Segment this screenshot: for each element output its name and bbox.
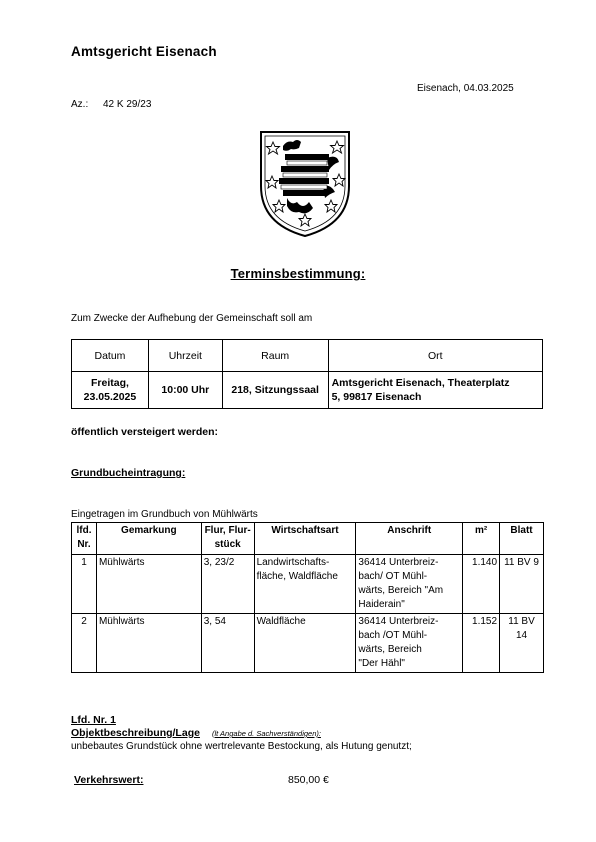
termin-ort-line2: 5, 99817 Eisenach <box>331 391 422 403</box>
column-header-raum: Raum <box>222 340 328 372</box>
row-anschrift <box>356 614 463 673</box>
row-wirtschaftsart-line1: Waldfläche <box>256 616 306 627</box>
verkehrswert-label: Verkehrswert: <box>74 774 144 786</box>
column-header-lfd-line2: Nr. <box>77 539 91 550</box>
termin-uhrzeit: 10:00 Uhr <box>148 372 222 409</box>
termin-ort-line1: Amtsgericht Eisenach, Theaterplatz <box>331 377 510 389</box>
row-flur: 3, 23/2 <box>201 555 254 614</box>
column-header-flur-line1: Flur, Flur- <box>204 525 251 536</box>
column-header-uhrzeit: Uhrzeit <box>148 340 222 372</box>
row-flur: 3, 54 <box>201 614 254 673</box>
column-header-anschrift: Anschrift <box>356 523 463 555</box>
row-m2: 1.152 <box>463 614 500 673</box>
grundbuch-intro: Eingetragen im Grundbuch von Mühlwärts <box>71 509 258 520</box>
row-anschrift <box>356 555 463 614</box>
objekt-label: Objektbeschreibung/Lage <box>71 727 200 739</box>
place-date: Eisenach, 04.03.2025 <box>417 83 514 94</box>
table-header-row <box>72 523 544 555</box>
row-wirtschaftsart <box>254 614 356 673</box>
row-lfd: 2 <box>72 614 97 673</box>
row-gemarkung: Mühlwärts <box>96 614 201 673</box>
row-blatt-line1: 11 BV 9 <box>504 557 539 568</box>
termin-raum: 218, Sitzungssaal <box>222 372 328 409</box>
row-anschrift-line3: wärts, Bereich <box>358 644 422 655</box>
row-anschrift-line1: 36414 Unterbreiz- <box>358 557 439 568</box>
az-value: 42 K 29/23 <box>103 99 152 110</box>
termin-datum-date: 23.05.2025 <box>83 391 137 403</box>
objekt-note: (lt Angabe d. Sachverständigen): <box>212 729 321 738</box>
column-header-lfd <box>72 523 97 555</box>
column-header-flur-line2: stück <box>214 539 241 550</box>
row-blatt-line1: 11 BV <box>508 616 535 627</box>
column-header-ort: Ort <box>328 340 542 372</box>
row-gemarkung: Mühlwärts <box>96 555 201 614</box>
table-row <box>72 372 543 409</box>
coat-of-arms-icon <box>257 128 353 240</box>
column-header-blatt: Blatt <box>500 523 544 555</box>
row-anschrift-line4: Haiderain" <box>358 599 405 610</box>
table-row <box>72 614 544 673</box>
column-header-m2: m² <box>463 523 500 555</box>
intro-text: Zum Zwecke der Aufhebung der Gemeinschaft soll am <box>71 313 313 324</box>
grundbuch-table <box>71 522 544 673</box>
row-anschrift-line3: wärts, Bereich "Am <box>358 585 444 596</box>
row-wirtschaftsart-line1: Landwirtschafts- <box>256 557 330 568</box>
termin-datum-weekday: Freitag, <box>90 377 129 389</box>
termin-ort <box>328 372 542 409</box>
verkehrswert-value: 850,00 € <box>288 774 329 786</box>
row-anschrift-line2: bach/ OT Mühl- <box>358 571 428 582</box>
objekt-text: unbebautes Grundstück ohne wertrelevante Bestockung, als Hutung genutzt; <box>71 741 412 752</box>
lfd-nr-heading: Lfd. Nr. 1 <box>71 714 116 726</box>
row-anschrift-line4: "Der Hähl" <box>358 658 405 669</box>
column-header-lfd-line1: lfd. <box>76 525 92 536</box>
az-label: Az.: <box>71 99 89 110</box>
termin-table <box>71 339 543 409</box>
grundbuch-heading: Grundbucheintragung: <box>71 467 186 479</box>
column-header-flur <box>201 523 254 555</box>
row-lfd: 1 <box>72 555 97 614</box>
table-header-row <box>72 340 543 372</box>
column-header-gemarkung: Gemarkung <box>96 523 201 555</box>
row-anschrift-line1: 36414 Unterbreiz- <box>358 616 439 627</box>
row-m2: 1.140 <box>463 555 500 614</box>
page-title: Terminsbestimmung: <box>230 266 366 281</box>
court-name: Amtsgericht Eisenach <box>71 44 217 59</box>
column-header-datum: Datum <box>72 340 149 372</box>
row-blatt <box>500 614 544 673</box>
row-blatt <box>500 555 544 614</box>
row-wirtschaftsart-line2: fläche, Waldfläche <box>256 571 338 582</box>
row-anschrift-line2: bach /OT Mühl- <box>358 630 428 641</box>
table-row <box>72 555 544 614</box>
column-header-wirtschaftsart: Wirtschaftsart <box>254 523 356 555</box>
versteigert-text: öffentlich versteigert werden: <box>71 426 219 438</box>
row-blatt-line2: 14 <box>515 630 528 641</box>
row-wirtschaftsart <box>254 555 356 614</box>
termin-datum <box>72 372 149 409</box>
